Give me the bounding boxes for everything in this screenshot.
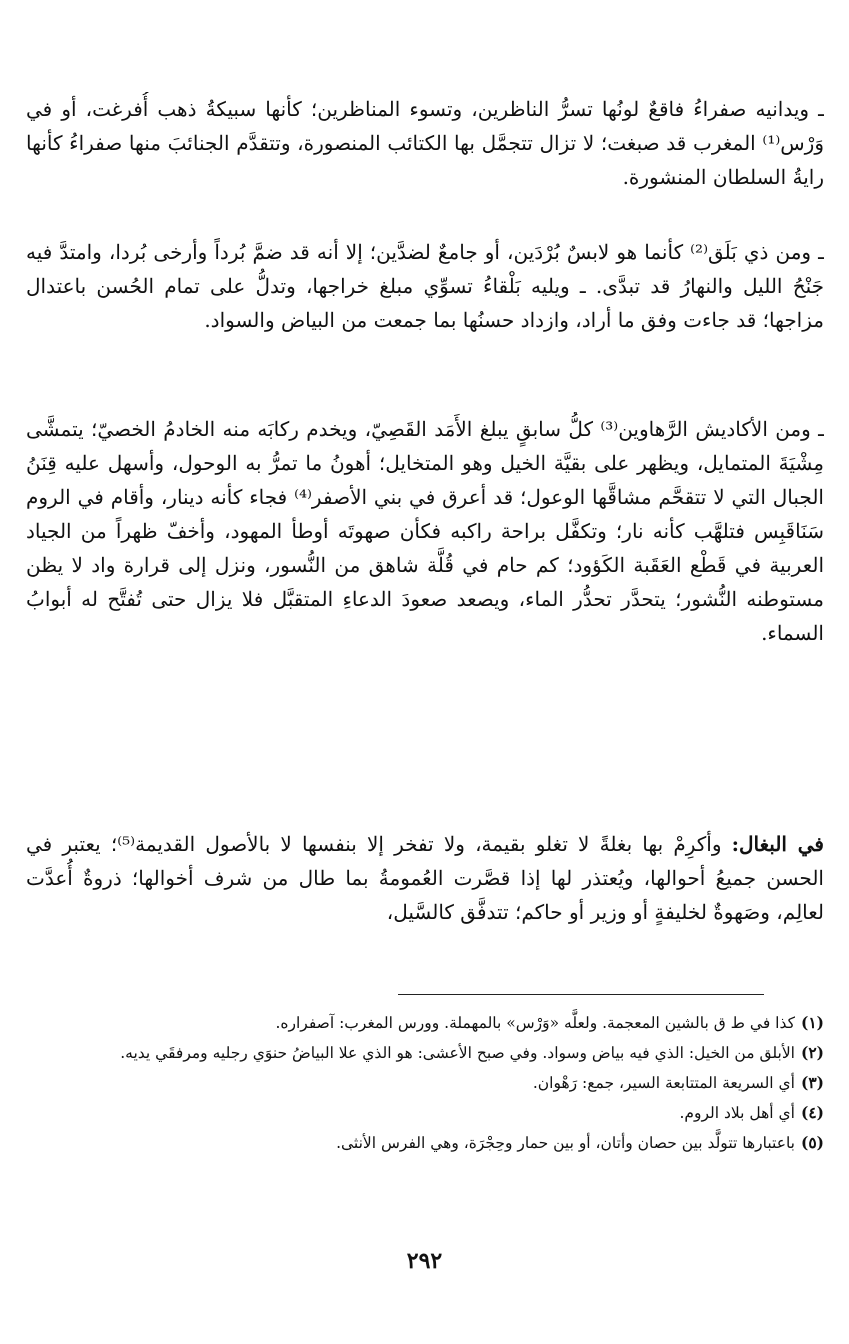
mules-text: وأكرِمْ بها بغلةً لا تغلو بقيمة، ولا تفخر إلا بنفسها لا بالأصول القديمة⁽⁵⁾؛ يعتبر في الحسن جميعُ أحوالها، ويُعتذر لها إذا قصَّرت العُمومةُ بما طال من شرف أخوالها؛ ذروةٌ أُعدَّت لعالِم، وصَهوةٌ لخليفةٍ أو وزير أو حاكم؛ تتدفَّق كالسَّيل، xyxy=(26,832,824,924)
paragraph-mules xyxy=(26,827,824,963)
page-number: ٢٩٢ xyxy=(406,1248,443,1274)
footnote-text: باعتبارها تتولَّد بين حصان وأتان، أو بين حمار وحِجْرَة، وهي الفرس الأنثى. xyxy=(336,1134,795,1152)
footnote-number: (١) xyxy=(800,1013,824,1032)
footnote-text: الأبلق من الخيل: الذي فيه بياض وسواد. وفي صبح الأعشى: هو الذي علا البياضُ حنوَي رجليه ومرفقَي يديه. xyxy=(120,1044,795,1062)
footnote-number: (٥) xyxy=(800,1133,824,1152)
footnote-text: أي السريعة المتتابعة السير، جمع: رَهْوان. xyxy=(532,1074,795,1092)
footnote-1 xyxy=(26,1010,824,1036)
section-heading-mules: في البغال: xyxy=(731,832,824,856)
footnote-text: كذا في ط ق بالشين المعجمة. ولعلَّه «وَرْس» بالمهملة. وورس المغرب: آصفراره. xyxy=(275,1014,795,1032)
paragraph-akadish-horses: ـ ومن الأكاديش الرَّهاوين⁽³⁾ كلُّ سابقٍ يبلغ الأَمَد القَصِيّ، ويخدم ركابَه منه الخادمُ الخصيّ؛ يتمشَّى مِشْيَةَ المتمايل، ويظهر على بقيَّة الخيل وهو المتخايل؛ أهونُ ما تمرُّ به الوحول، وأسهل عليه قِنَنُ الجبال التي لا تتقحَّم مشاقَّها الوعول؛ قد أعرق في بني الأصفر⁽⁴⁾ فجاء كأنه دينار، وأقام في الروم سَنَاقَبِس فتلهَّب كأنه نار؛ وتكفَّل براحة راكبه فكأن صهوتَه أوطأ المهود، وأخفّ ظهراً من الجياد العربية في قَطْع العَقَبة الكَؤود؛ كم حام في قُلَّة شاهق من النُّسور، ونزل إلى قرارة واد لا يظن مستوطنه النُّشور؛ يتحدَّر تحدُّر الماء، ويصعد صعودَ الدعاءِ المتقبَّل فلا يزال حتى تُفتَّح له أبوابُ السماء. xyxy=(26,417,824,645)
paragraph-piebald-horse: ـ ومن ذي بَلَق⁽²⁾ كأنما هو لابسٌ بُرْدَين، أو جامعٌ لضدَّين؛ إلا أنه قد ضمَّ بُرداً وأرخى بُردا، وامتدَّ فيه جَنْحُ الليل والنهارُ قد تبدَّى. ـ ويليه بَلْقاءُ تسوِّي مبلغ خراجها، وتدلُّ على تمام الحُسن باعتدال مزاجها؛ قد جاءت وفق ما أراد، وازداد حسنُها بما جمعت من البياض والسواد. xyxy=(26,240,824,332)
footnote-4 xyxy=(26,1100,824,1126)
footnote-number: (٤) xyxy=(800,1103,824,1122)
footnote-number: (٢) xyxy=(800,1043,824,1062)
footnote-text: أي أهل بلاد الروم. xyxy=(679,1104,795,1122)
footnote-5 xyxy=(26,1130,824,1156)
footnotes xyxy=(26,1010,824,1160)
main-text xyxy=(26,92,824,970)
footnote-3 xyxy=(26,1070,824,1096)
paragraph-yellow-horse: ـ ويدانيه صفراءُ فاقعٌ لونُها تسرُّ الناظرين، وتسوء المناظرين؛ كأنها سبيكةُ ذهب أُفرغت، أو في وَرْس⁽¹⁾ المغرب قد صبغت؛ لا تزال تتجمَّل بها الكتائب المنصورة، وتتقدَّم الجنائبَ منها صفراءُ كأنها رايةُ السلطان المنشورة. xyxy=(26,97,824,189)
footnote-divider xyxy=(398,994,764,995)
footnote-2 xyxy=(26,1040,824,1066)
footnote-number: (٣) xyxy=(800,1073,824,1092)
